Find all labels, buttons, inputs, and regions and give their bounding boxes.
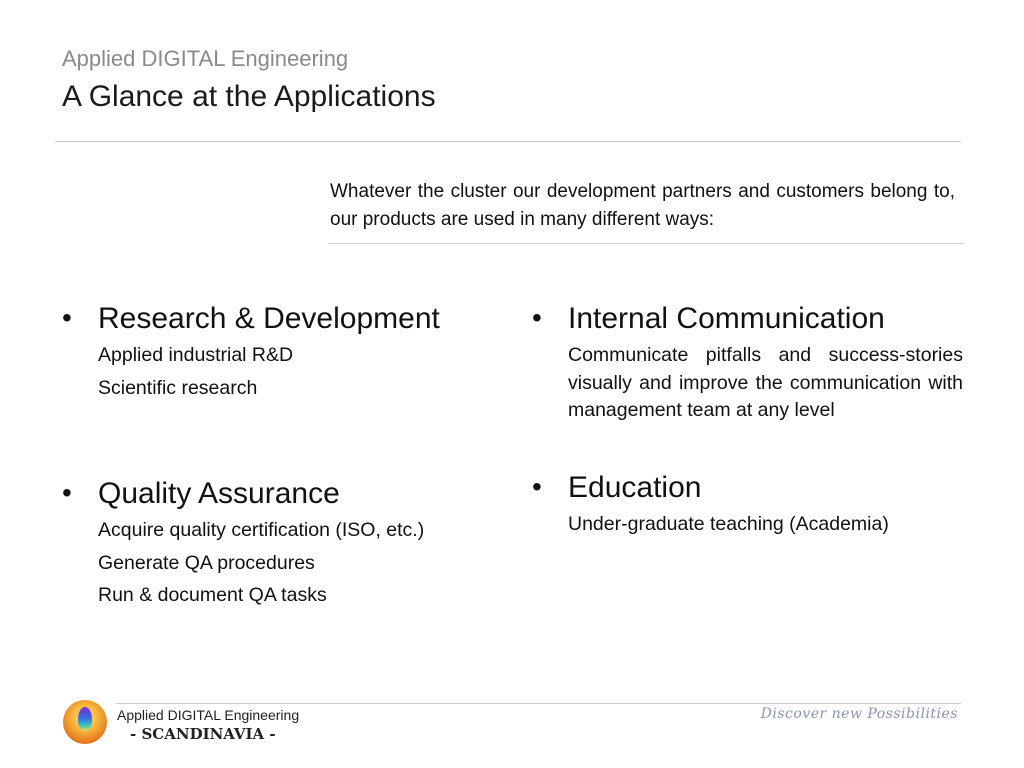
section-heading: Internal Communication — [568, 302, 885, 335]
flame-inner-icon — [78, 707, 92, 731]
intro-paragraph: Whatever the cluster our development partners and customers belong to, our products are used in many different ways: — [330, 181, 955, 230]
section-line: Acquire quality certification (ISO, etc.) — [98, 519, 425, 541]
logo-name: Applied DIGITAL Engineering — [117, 707, 300, 723]
footer-divider — [116, 703, 961, 704]
section-line: Generate QA procedures — [98, 551, 315, 574]
logo-subtitle: - SCANDINAVIA - — [130, 725, 276, 743]
section-heading: Quality Assurance — [98, 477, 340, 510]
bullet-icon: • — [62, 302, 72, 333]
header-divider — [55, 141, 961, 142]
section-line: Applied industrial R&D — [98, 344, 294, 366]
page-title: A Glance at the Applications — [62, 80, 436, 113]
bullet-icon: • — [62, 477, 72, 508]
section-line: Scientific research — [98, 376, 258, 399]
section-research-development — [62, 302, 440, 407]
bullet-icon: • — [532, 471, 542, 502]
section-line: Communicate pitfalls and success-stories visually and improve the communication with management team at any level — [568, 344, 963, 421]
section-line: Run & document QA tasks — [98, 584, 327, 606]
footer-tagline: Discover new Possibilities — [760, 706, 958, 722]
section-heading: Research & Development — [98, 302, 440, 335]
bullet-icon: • — [532, 302, 542, 333]
section-internal-communication — [532, 302, 963, 425]
section-education — [532, 471, 889, 544]
intro-divider — [328, 243, 964, 244]
section-quality-assurance — [62, 477, 425, 615]
header-kicker: Applied DIGITAL Engineering — [62, 46, 349, 71]
section-line: Under-graduate teaching (Academia) — [568, 513, 889, 535]
section-heading: Education — [568, 471, 702, 504]
